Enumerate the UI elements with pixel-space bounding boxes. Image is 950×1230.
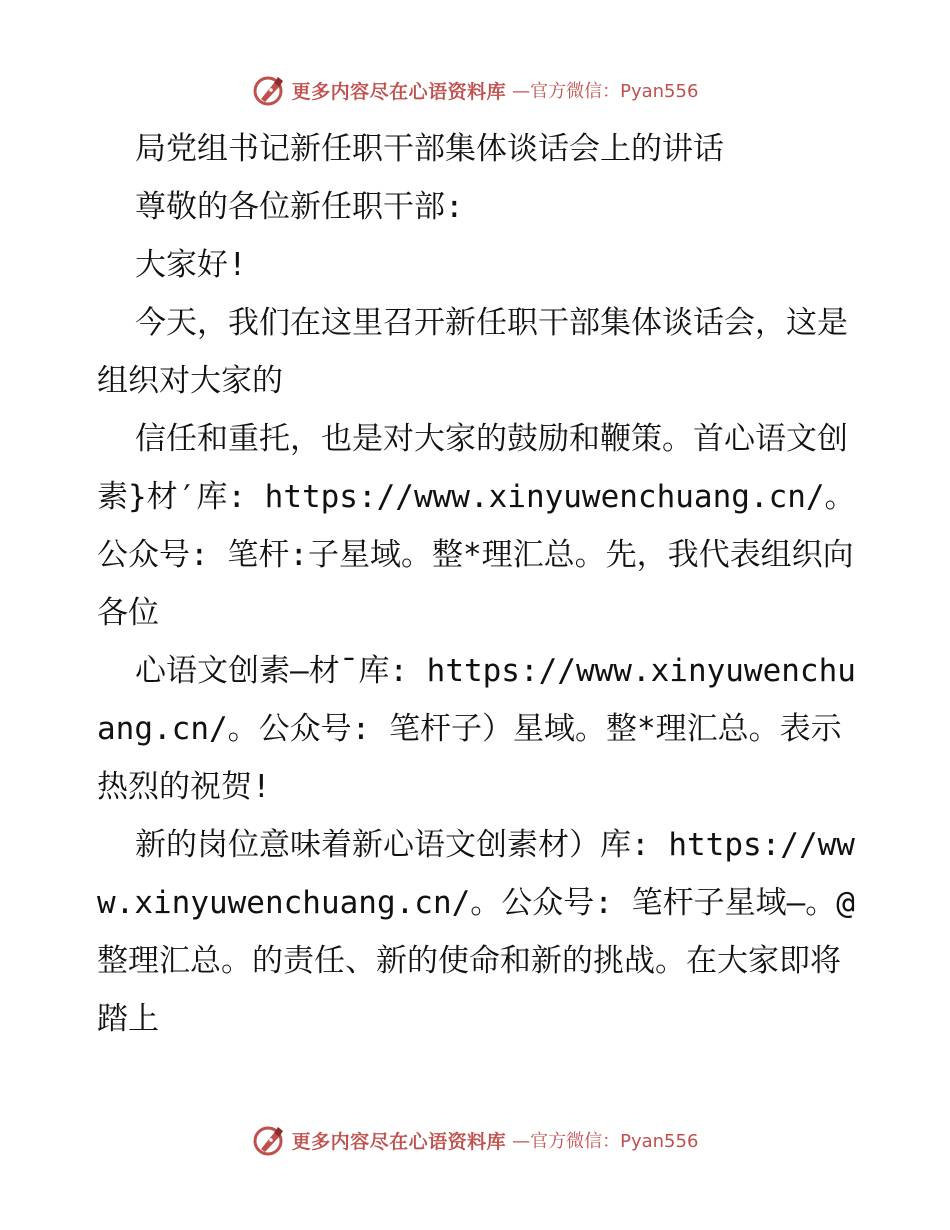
document-paragraph: 今天，我们在这里召开新任职干部集体谈话会，这是组织对大家的 [97,305,848,399]
header-banner [0,70,950,110]
document-body [97,120,857,1048]
document-paragraph: 信任和重托，也是对大家的鼓励和鞭策。首心语文创素}材′库: https://www.xinyuwenchuang.cn/。公众号: 笔杆:子星域。整*理汇总。先，我代表组织向各位 [97,421,856,631]
document-paragraph: 心语文创素—材¯库: https://www.xinyuwenchuang.cn/。公众号: 笔杆子）星域。整*理汇总。表示热烈的祝贺! [97,653,856,805]
document-title: 局党组书记新任职干部集体谈话会上的讲话 [135,131,724,167]
document-greeting: 大家好! [135,247,247,283]
document-salutation: 尊敬的各位新任职干部: [135,189,464,225]
pen-nib-logo-icon [252,1123,286,1157]
document-paragraph: 新的岗位意味着新心语文创素材）库: https://www.xinyuwenchuang.cn/。公众号: 笔杆子星域—。@整理汇总。的责任、新的使命和新的挑战。在大家即将踏上 [97,827,855,1037]
header-banner-title: 更多内容尽在心语资料库 [291,80,507,103]
pen-nib-logo-icon [252,73,286,107]
footer-banner-title: 更多内容尽在心语资料库 [291,1130,507,1153]
footer-banner-contact: —官方微信：Pyan556 [512,1131,699,1152]
header-banner-contact: —官方微信：Pyan556 [512,81,699,102]
footer-banner [0,1120,950,1160]
